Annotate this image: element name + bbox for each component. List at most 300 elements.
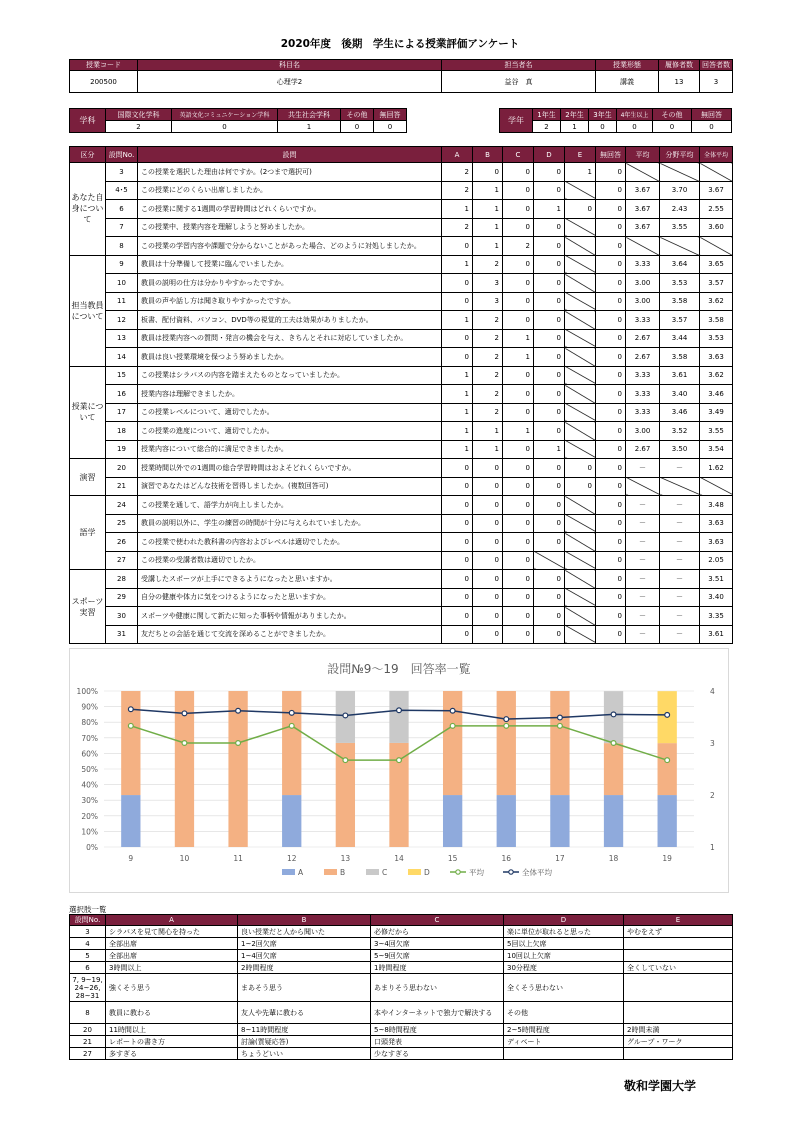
answer-count: 0 [534,607,565,626]
field-average: － [660,496,700,515]
option-label: あまりそう思わない [371,974,504,1002]
answer-count: 2 [473,329,503,348]
overall-average [700,237,733,256]
response-rate-chart [69,648,729,893]
answer-count: 0 [596,459,626,478]
series-point-全体平均 [611,712,616,717]
answer-count: 2 [473,366,503,385]
answer-count [534,551,565,570]
question-number: 30 [106,607,138,626]
x-tick-label: 12 [286,854,297,863]
option-label [504,1048,624,1060]
grade-value: 0 [589,121,617,133]
table-row [70,292,733,311]
table-row [70,274,733,293]
average-score: － [626,570,660,589]
question-number: 3 [106,163,138,182]
y2-tick-label: 4 [710,687,715,696]
option-label [624,1048,733,1060]
options-column-header: D [504,915,624,926]
grade-value: 0 [692,121,732,133]
answer-count [565,218,596,237]
series-point-全体平均 [236,708,241,713]
answer-count: 0 [442,588,473,607]
legend-label: B [340,868,346,877]
field-average: 3.46 [660,403,700,422]
option-label: ディベート [504,1036,624,1048]
series-point-平均 [182,741,187,746]
answer-count: 0 [503,255,534,274]
answer-count: 0 [596,422,626,441]
average-score: 2.67 [626,329,660,348]
option-label: 1~4回欠席 [238,950,371,962]
options-question-number: 5 [70,950,106,962]
answer-count: 0 [503,533,534,552]
answer-count: 0 [534,348,565,367]
answer-count: 0 [503,625,534,644]
option-label: ちょうどいい [238,1048,371,1060]
option-label: 本やインターネットで独力で解決する [371,1002,504,1024]
average-score [626,237,660,256]
field-average: 3.44 [660,329,700,348]
answer-count: 0 [565,200,596,219]
answer-count: 0 [596,274,626,293]
answer-count: 0 [596,181,626,200]
grade-header: 1年生 [533,109,561,121]
field-average: － [660,588,700,607]
overall-average [700,163,733,182]
option-label: 3時間以上 [106,962,238,974]
question-text: この授業を通して、語学力が向上しましたか。 [138,496,442,515]
grade-value: 2 [533,121,561,133]
overall-average: 2.05 [700,551,733,570]
options-title: 選択肢一覧 [69,905,107,914]
question-text: この授業にどのくらい出席しましたか。 [138,181,442,200]
question-number: 14 [106,348,138,367]
question-text: 授業時間以外での1週間の総合学習時間はおよそどれくらいですか。 [138,459,442,478]
section-label: あなた自身について [70,163,106,256]
option-label [624,1002,733,1024]
options-question-number: 4 [70,938,106,950]
bar-segment-A [550,795,569,847]
dept-header: 国際文化学科 [106,109,172,121]
answer-count: 0 [503,311,534,330]
legend-swatch [366,869,379,875]
question-number: 25 [106,514,138,533]
answer-count: 0 [473,570,503,589]
table-row [70,403,733,422]
answer-count: 1 [442,403,473,422]
overall-average: 3.40 [700,588,733,607]
overall-average: 3.62 [700,292,733,311]
answer-count: 0 [503,496,534,515]
series-point-平均 [128,723,133,728]
table-row [70,496,733,515]
legend-swatch [324,869,337,875]
grade-header: 4年生以上 [617,109,653,121]
answer-count: 0 [534,329,565,348]
bar-segment-A [443,795,462,847]
answer-count [565,311,596,330]
answer-count [565,385,596,404]
answer-count [565,625,596,644]
answer-count [565,588,596,607]
answer-count: 2 [473,403,503,422]
options-row [70,950,733,962]
options-question-number: 7, 9~19, 24~26, 28~31 [70,974,106,1002]
dept-value: 0 [172,121,278,133]
overall-average: 3.67 [700,181,733,200]
option-label: まあそう思う [238,974,371,1002]
average-score: 2.67 [626,348,660,367]
answer-count [565,181,596,200]
answer-count: 1 [442,440,473,459]
bar-segment-A [282,795,301,847]
answer-count: 1 [442,366,473,385]
series-point-全体平均 [558,715,563,720]
section-label: 演習 [70,459,106,496]
answer-count: 0 [596,237,626,256]
answer-count: 0 [596,625,626,644]
option-label: 1~2回欠席 [238,938,371,950]
question-text: 教員は良い授業環境を保つよう努めましたか。 [138,348,442,367]
table-row [70,237,733,256]
answer-count: 1 [473,218,503,237]
y-tick-label: 70% [81,733,98,743]
answer-count: 0 [534,625,565,644]
answer-count: 0 [442,477,473,496]
answer-count: 3 [473,274,503,293]
answer-count: 0 [534,422,565,441]
answer-count: 0 [503,514,534,533]
answer-count [565,570,596,589]
question-number: 16 [106,385,138,404]
question-number: 11 [106,292,138,311]
x-tick-label: 9 [128,854,134,863]
answer-count: 0 [534,459,565,478]
x-tick-label: 11 [233,854,243,863]
table-row [70,329,733,348]
options-column-header: C [371,915,504,926]
series-point-全体平均 [343,713,348,718]
answer-count: 0 [534,163,565,182]
page-title: 2020年度 後期 学生による授業評価アンケート [280,38,520,50]
question-text: 教員は授業内容への質問・発言の機会を与え、きちんとそれに対応していましたか。 [138,329,442,348]
bar-segment-B [228,691,247,847]
series-point-平均 [611,741,616,746]
dept-value: 0 [341,121,374,133]
column-header: 全体平均 [700,147,733,163]
table-row [70,607,733,626]
answer-count: 0 [473,588,503,607]
answer-count: 1 [534,440,565,459]
question-text: 自分の健康や体力に気をつけるようになったと思いますか。 [138,588,442,607]
answer-count [565,255,596,274]
overall-average: 3.63 [700,348,733,367]
options-question-number: 27 [70,1048,106,1060]
grade-header: その他 [653,109,692,121]
question-number: 12 [106,311,138,330]
legend-label: 平均 [469,868,484,877]
average-score: － [626,625,660,644]
answer-count: 0 [534,403,565,422]
answer-count: 0 [473,533,503,552]
question-text: この授業の進度について、適切でしたか。 [138,422,442,441]
table-row [70,570,733,589]
answer-count [565,440,596,459]
average-score: － [626,551,660,570]
course-code-header: 授業コード [70,60,138,71]
option-label: 3~4回欠席 [371,938,504,950]
average-score [626,163,660,182]
answer-count: 0 [503,218,534,237]
course-name: 心理学2 [138,71,442,93]
options-question-number: 20 [70,1024,106,1036]
answer-count: 0 [596,403,626,422]
field-average: － [660,551,700,570]
y-tick-label: 50% [81,765,98,774]
column-header: C [503,147,534,163]
answer-count: 0 [534,311,565,330]
field-average: 3.70 [660,181,700,200]
answer-count [565,292,596,311]
question-number: 10 [106,274,138,293]
answer-count: 0 [534,292,565,311]
option-label: 必修だから [371,926,504,938]
answer-count [565,551,596,570]
answer-count: 2 [473,255,503,274]
question-text: この授業に関する1週間の学習時間はどれくらいですか。 [138,200,442,219]
answer-count: 0 [503,588,534,607]
y-tick-label: 10% [81,827,98,837]
overall-average: 3.60 [700,218,733,237]
legend-swatch [282,869,295,875]
answer-count: 0 [503,440,534,459]
department-label: 学科 [70,109,106,133]
question-number: 27 [106,551,138,570]
answer-count: 0 [534,218,565,237]
x-tick-label: 14 [394,854,404,863]
question-text: 教員の声や話し方は聞き取りやすかったですか。 [138,292,442,311]
answer-count: 0 [534,477,565,496]
overall-average: 2.55 [700,200,733,219]
options-question-number: 3 [70,926,106,938]
question-text: 教員の説明の仕方は分かりやすかったですか。 [138,274,442,293]
field-average [660,163,700,182]
option-label: 討論(質疑応答) [238,1036,371,1048]
table-row [70,588,733,607]
series-point-平均 [397,758,402,763]
bar-segment-A [604,795,623,847]
answer-count [565,329,596,348]
department-table [69,108,407,133]
instructor-header: 担当者名 [442,60,596,71]
dept-header: その他 [341,109,374,121]
field-average: 3.57 [660,311,700,330]
answer-count: 0 [565,459,596,478]
answer-count: 0 [596,329,626,348]
option-label: 8~11時間程度 [238,1024,371,1036]
answer-count: 2 [442,163,473,182]
options-row [70,1002,733,1024]
overall-average: 3.48 [700,496,733,515]
question-number: 21 [106,477,138,496]
overall-average: 3.54 [700,440,733,459]
answer-count: 0 [503,200,534,219]
answer-count: 0 [442,459,473,478]
dept-value: 2 [106,121,172,133]
table-row [70,311,733,330]
option-label: 良い授業だと人から聞いた [238,926,371,938]
y-tick-label: 80% [81,718,98,728]
option-label: 2時間程度 [238,962,371,974]
overall-average: 3.51 [700,570,733,589]
option-label: 5回以上欠席 [504,938,624,950]
field-average: 2.43 [660,200,700,219]
table-row [70,477,733,496]
options-row [70,962,733,974]
overall-average: 3.55 [700,422,733,441]
x-tick-label: 15 [447,854,458,863]
answer-count: 0 [503,181,534,200]
option-label: 多すぎる [106,1048,238,1060]
answer-count: 0 [473,163,503,182]
average-score: 2.67 [626,440,660,459]
options-column-header: B [238,915,371,926]
field-average: － [660,625,700,644]
options-row [70,1036,733,1048]
column-header: 設問No. [106,147,138,163]
answer-count: 2 [473,348,503,367]
y-tick-label: 0% [86,843,98,852]
answer-count: 1 [442,385,473,404]
answer-count: 0 [534,514,565,533]
answer-count: 1 [442,255,473,274]
field-average: － [660,570,700,589]
bar-segment-A [497,795,516,847]
average-score: － [626,514,660,533]
question-number: 6 [106,200,138,219]
answer-count: 0 [534,570,565,589]
option-label: やむをえず [624,926,733,938]
dept-value: 1 [278,121,341,133]
answer-count: 1 [534,200,565,219]
field-average: 3.64 [660,255,700,274]
table-row [70,181,733,200]
university-name: 敬和学園大学 [623,1079,696,1093]
dept-value: 0 [374,121,407,133]
field-average [660,477,700,496]
series-point-全体平均 [450,708,455,713]
answer-count: 0 [473,551,503,570]
answer-count: 0 [534,588,565,607]
answer-count: 0 [534,385,565,404]
respondent-count: 3 [700,71,733,93]
chart-title: 設問№9～19 回答率一覧 [327,662,471,676]
answer-count: 1 [503,329,534,348]
x-tick-label: 19 [662,854,672,863]
answer-count: 0 [442,348,473,367]
series-point-全体平均 [665,713,670,718]
answer-count: 2 [442,181,473,200]
option-label: 1時間程度 [371,962,504,974]
question-text: 演習であなたはどんな技術を習得しましたか。(複数回答可) [138,477,442,496]
overall-average: 1.62 [700,459,733,478]
column-header: E [565,147,596,163]
option-label: 教員に教わる [106,1002,238,1024]
answer-count: 0 [503,551,534,570]
overall-average: 3.61 [700,625,733,644]
section-label: スポーツ実習 [70,570,106,644]
field-average: － [660,514,700,533]
answer-count [565,533,596,552]
bar-segment-A [658,795,677,847]
option-label: グループ・ワーク [624,1036,733,1048]
answer-count: 0 [442,274,473,293]
option-label: 11時間以上 [106,1024,238,1036]
table-row [70,440,733,459]
question-number: 9 [106,255,138,274]
course-format: 講義 [596,71,659,93]
y2-tick-label: 1 [710,843,715,852]
average-score: 3.67 [626,200,660,219]
legend-label: A [298,868,304,877]
answer-count: 0 [473,514,503,533]
instructor-name: 益谷 真 [442,71,596,93]
average-score: 3.67 [626,218,660,237]
option-label: レポートの書き方 [106,1036,238,1048]
answer-count: 0 [442,237,473,256]
answer-count: 0 [442,533,473,552]
dept-header: 共生社会学科 [278,109,341,121]
bar-segment-B [497,691,516,795]
bar-segment-B [282,691,301,795]
y-tick-label: 90% [81,702,98,712]
average-score: － [626,607,660,626]
series-point-全体平均 [397,708,402,713]
answer-count: 0 [534,237,565,256]
series-point-全体平均 [182,711,187,716]
x-tick-label: 13 [340,854,351,863]
overall-average [700,477,733,496]
answer-count: 0 [534,274,565,293]
answer-count: 0 [596,218,626,237]
question-number: 28 [106,570,138,589]
question-number: 24 [106,496,138,515]
answer-count [565,422,596,441]
y-tick-label: 100% [76,687,98,696]
options-table [69,914,733,1060]
grade-header: 3年生 [589,109,617,121]
option-label: 10回以上欠席 [504,950,624,962]
answer-count [565,496,596,515]
question-text: スポーツや健康に関して新たに知った事柄や情報がありましたか。 [138,607,442,626]
average-score: － [626,588,660,607]
legend-label: C [382,868,388,877]
series-point-平均 [236,741,241,746]
overall-average: 3.49 [700,403,733,422]
answer-count: 0 [596,163,626,182]
average-score: 3.67 [626,181,660,200]
legend-label: D [424,868,430,877]
question-text: 受講したスポーツが上手にできるようになったと思いますか。 [138,570,442,589]
field-average: － [660,459,700,478]
answer-count: 0 [503,366,534,385]
answer-count: 1 [442,311,473,330]
table-row [70,551,733,570]
option-label: その他 [504,1002,624,1024]
field-average [660,237,700,256]
